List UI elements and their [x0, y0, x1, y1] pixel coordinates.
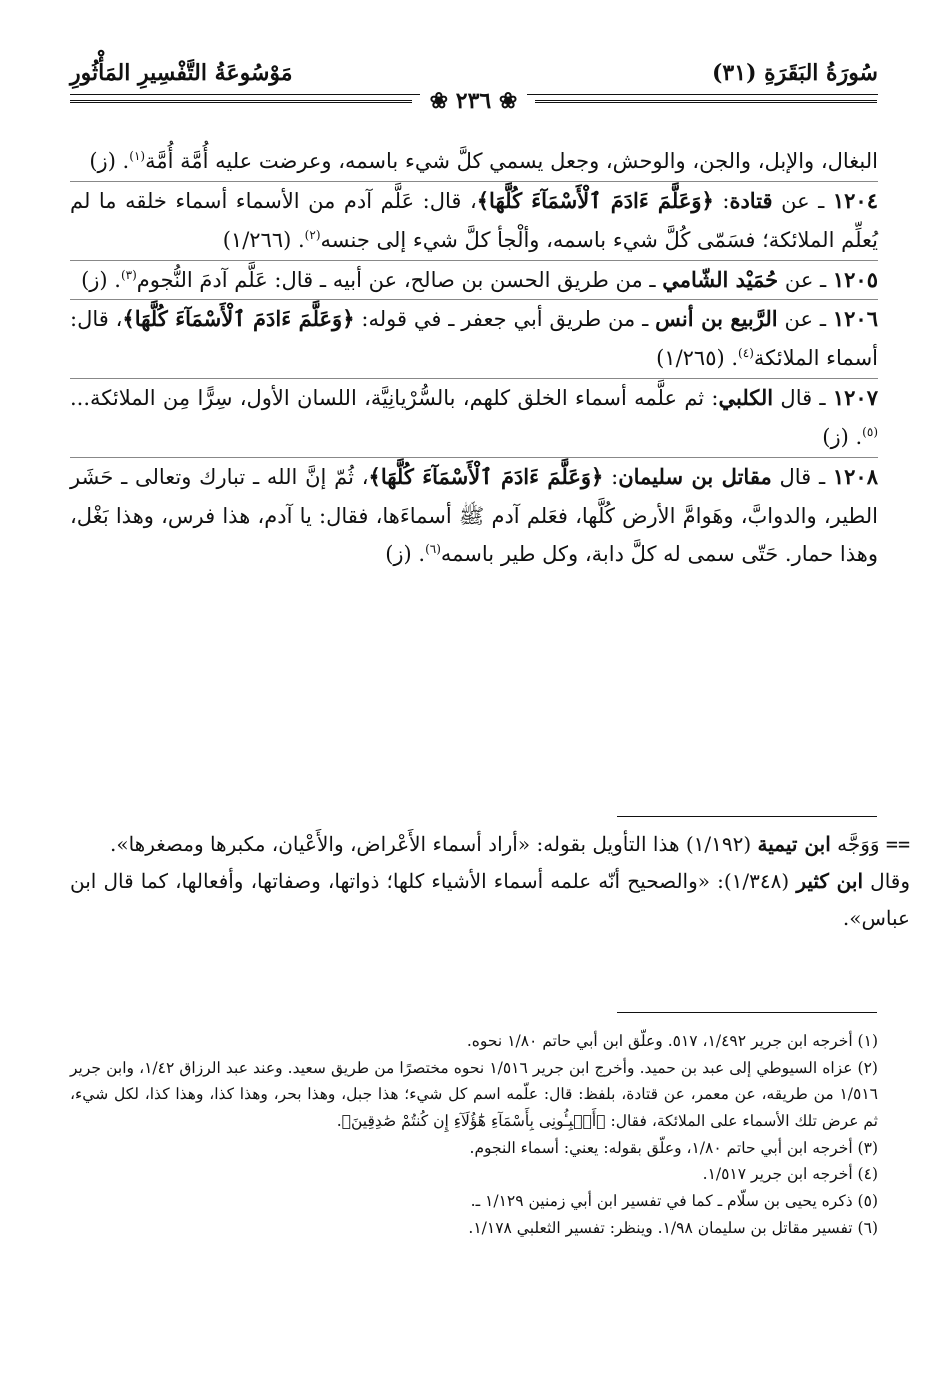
narrator-name: قتادة [729, 187, 773, 213]
footnote-ref: (٤) [738, 346, 754, 361]
narrator-name: حُمَيْد الشّامي [662, 266, 779, 292]
entry-number: ١٢٠٥ [832, 266, 878, 292]
footnote-ref: (٣) [120, 267, 137, 282]
quran-quote: ﴿وَعَلَّمَ ءَادَمَ ٱلْأَسْمَآءَ كُلَّهَا﴾ [122, 306, 355, 332]
book-title: مَوْسُوعَةُ التَّفْسِيرِ المَأْثُورِ [70, 60, 293, 86]
narrator-name: مقاتل بن سليمان [618, 463, 772, 489]
page-number-rule-right [535, 100, 877, 103]
intro-tail: . (ز) [89, 149, 130, 173]
entry-mid: : [713, 188, 730, 213]
entry-mid: ـ من طريق أبي جعفر ـ في قوله: [354, 307, 656, 332]
entry-pre: ـ قال [773, 386, 833, 411]
quran-quote: ﴿وَعَلَّمَ ءَادَمَ ٱلْأَسْمَآءَ كُلَّهَا﴾ [476, 187, 714, 213]
quran-quote: ﴿وَعَلَّمَ ءَادَمَ ٱلْأَسْمَآءَ كُلَّهَا﴾ [368, 463, 604, 489]
scholar-name: ابن كثير [796, 869, 864, 893]
entry-mid: : [603, 464, 619, 489]
page-number: ❀ ٢٣٦ ❀ [420, 88, 528, 114]
footnote-ref: (٥) [862, 424, 878, 439]
footnote: (١) أخرجه ابن جرير ١/٤٩٢، ٥١٧. وعلّق ابن أبي حاتم ١/٨٠ نحوه. [466, 1032, 878, 1050]
narrator-name: الكلبي [718, 385, 774, 411]
entry-1208 [70, 458, 878, 575]
footnotes [70, 1028, 878, 1241]
entry-number: ١٢٠٨ [832, 463, 878, 489]
commentary-pre: وَوَجَّه [830, 832, 886, 856]
entry-pre: ـ عن [772, 188, 833, 213]
intro-paragraph [70, 142, 878, 182]
entry-text: ، قال: عَلَّم آدم من الأسماء أسماء خلقه ما لم يُعلِّم الملائكة؛ فسَمّى كُلَّ شيء باسمه، وألْجأ كلَّ شيء إلى جنسه [70, 188, 878, 252]
entry-pre: ـ عن [778, 267, 833, 292]
footnote: (٥) ذكره يحيى بن سلّام ـ كما في تفسير ابن أبي زمنين ١/١٢٩ ـ. [470, 1191, 878, 1210]
footnote-ref: (١) [129, 149, 146, 163]
entry-tail: . (ز) [822, 424, 863, 449]
entry-number: ١٢٠٤ [832, 187, 878, 213]
entry-tail: . (ز) [81, 267, 121, 292]
entry-mid: ـ من طريق الحسن بن صالح، عن أبيه ـ قال: عَلَّم آدمَ النُّجوم [136, 267, 663, 292]
entry-mid: : ثم علَّمه أسماء الخلق كلهم، بالسُّرْيانِيَّة، اللسان الأول، سِرًّا مِن الملائكة... [70, 386, 719, 411]
footnote: (٢) عزاه السيوطي إلى عبد بن حميد. وأخرج ابن جرير ١/٥١٦ نحوه مختصرًا من طريق سعيد. وعند عبد الرزاق ١/٤٢، وابن جرير ١/٥١٦ من طريقه، عن معمر، عن قتادة، بلفظ: قال: علّمه اسم كل شيء؛ هذا جبل، وهذا بحر، وهذا كذا، وهذا كذا، لكل شيء، ثم عرض تلك الأسماء على الملائكة، فقال: ﴿أَنۢبِـُٔونِى بِأَسْمَآءِ هَٰٓؤُلَآءِ إِن كُنتُمْ صَٰدِقِينَ﴾. [70, 1058, 878, 1130]
entry-text: ، ثُمّ إنَّ الله ـ تبارك وتعالى ـ حَشَر الطير، والدوابَّ، وهَوامَّ الأرض كُلَّها، فعَلم آدم ﷺ أسماءَها، فقال: يا آدم، هذا فرس، وهذا بَغْل، وهذا حمار. حَتّى سمى له كلَّ دابة، وكل طير باسمه [70, 464, 878, 567]
entry-tail: . (١/٢٦٥) [656, 346, 739, 371]
commentary-pre: وقال [863, 869, 911, 893]
entry-pre: ـ قال [771, 464, 833, 489]
entry-tail: . (١/٢٦٦) [222, 227, 305, 252]
entry-1204 [70, 182, 878, 261]
entry-number: ١٢٠٦ [832, 306, 878, 332]
footnote-separator [617, 1012, 877, 1013]
narrator-name: الرَّبيع بن أنس [655, 306, 778, 332]
footnote: (٤) أخرجه ابن جرير ١/٥١٧. [702, 1165, 878, 1184]
surah-title: سُورَةُ البَقَرَةِ (٣١) [712, 60, 878, 86]
scholar-name: ابن تيمية [757, 832, 831, 856]
footnote-ref: (٦) [425, 542, 441, 557]
continuation-marker: == [885, 832, 910, 856]
footnote: (٦) تفسير مقاتل بن سليمان ١/٩٨. وينظر: تفسير الثعلبي ١/١٧٨. [468, 1218, 878, 1237]
commentary-ibn-kathir [70, 863, 910, 937]
entry-tail: . (ز) [385, 542, 426, 567]
footnote-ref: (٢) [304, 227, 321, 242]
entry-number: ١٢٠٧ [832, 385, 878, 411]
footnote: (٣) أخرجه ابن أبي حاتم ١/٨٠، وعلّق بقوله: يعني: أسماء النجوم. [469, 1138, 878, 1157]
intro-text: البغال، والإبل، والجن، والوحش، وجعل يسمي كلَّ شيء باسمه، وعرضت عليه أُمَّة أُمَّة [145, 149, 878, 173]
entry-pre: ـ عن [777, 307, 833, 332]
entry-1206 [70, 300, 878, 379]
entry-1207 [70, 379, 878, 458]
commentary-text: (١/٣٤٨): «والصحيح أنّه علمه أسماء الأشياء كلها؛ ذواتها، وصفاتها، وأفعالها، كما قال ابن عباس». [70, 869, 910, 930]
page-number-rule-left [70, 100, 412, 103]
entry-1205 [70, 261, 878, 301]
commentary-ibn-taymiyyah [70, 826, 910, 863]
commentary-separator [617, 816, 877, 817]
page-number-band [0, 88, 947, 114]
commentary-block [70, 826, 910, 937]
commentary-text: (١/١٩٢) هذا التأويل بقوله: «أراد أسماء الأَعْراض، والأَعْيان، مكبرها ومصغرها». [109, 832, 758, 856]
entry-text: ، قال: أسماء الملائكة [70, 307, 878, 371]
main-text [70, 142, 878, 574]
